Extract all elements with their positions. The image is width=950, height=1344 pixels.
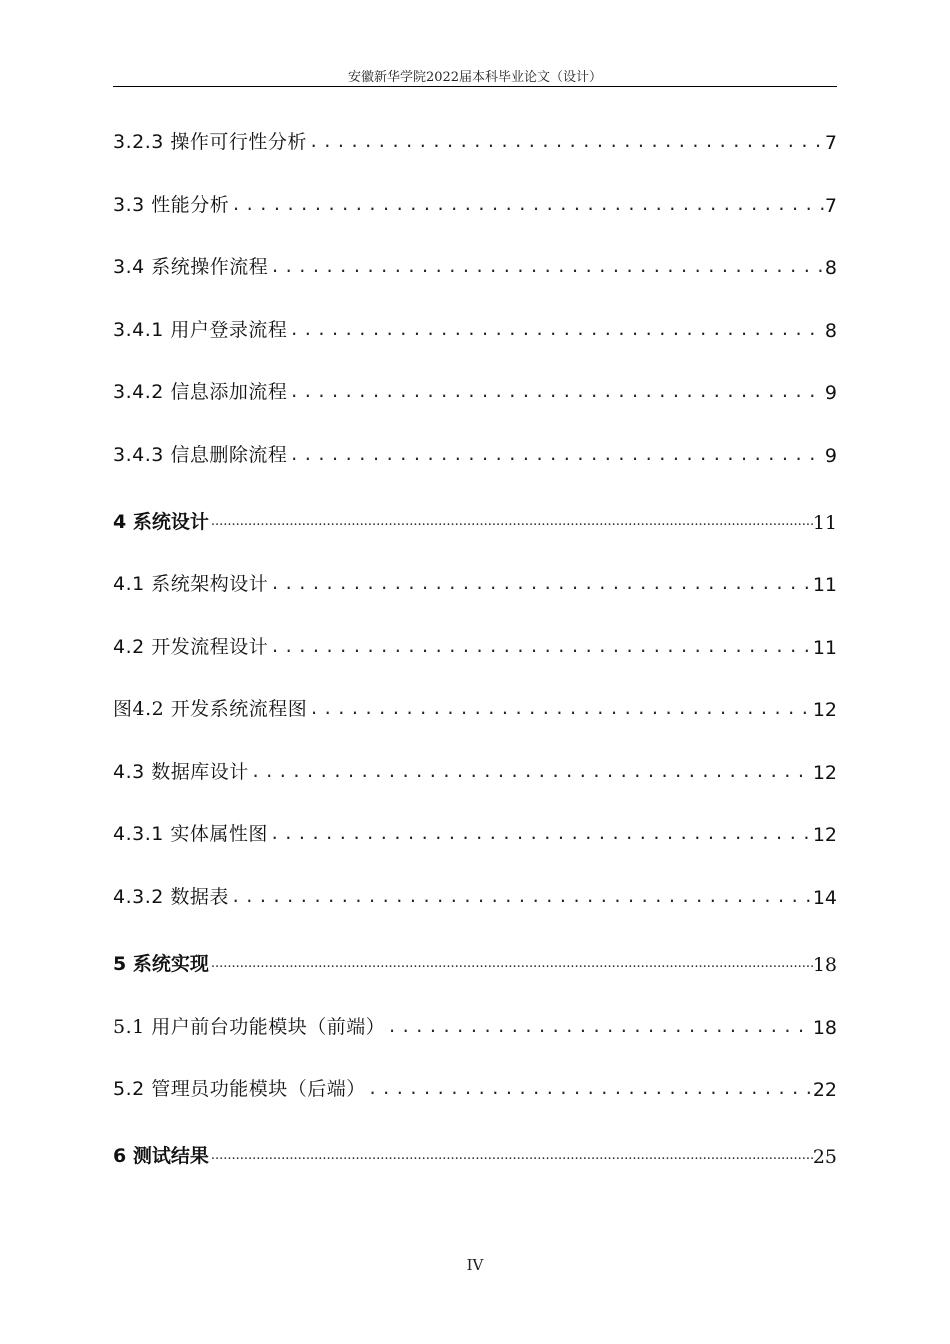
toc-chapter-entry[interactable]	[113, 504, 837, 534]
toc-entry[interactable]	[113, 816, 837, 846]
toc-leader	[229, 193, 825, 217]
toc-entry[interactable]	[113, 124, 837, 154]
toc-leader	[307, 130, 825, 154]
toc-entry-title: 图4.2 开发系统流程图	[113, 698, 308, 720]
toc-entry[interactable]	[113, 437, 837, 467]
toc-leader	[229, 885, 813, 909]
header-rule	[113, 86, 837, 87]
toc-entry-page: 9	[824, 445, 837, 467]
toc-entry-title: 4.3 数据库设计	[113, 761, 249, 783]
toc-entry-title: 3.4.1 用户登录流程	[113, 319, 288, 341]
toc-entry-page: 11	[812, 637, 837, 659]
toc-entry-page: 9	[824, 382, 837, 404]
toc-entry[interactable]	[113, 249, 837, 279]
toc-entry-page: 12	[812, 699, 837, 721]
toc-entry[interactable]	[113, 312, 837, 342]
toc-entry-page: 14	[812, 887, 837, 909]
toc-entry-title: 4.3.1 实体属性图	[113, 823, 268, 845]
toc-entry-page: 8	[824, 257, 837, 279]
toc-entry[interactable]	[113, 374, 837, 404]
toc-entry-title: 3.2.3 操作可行性分析	[113, 131, 307, 153]
toc-entry-title: 3.4.2 信息添加流程	[113, 381, 288, 403]
toc-entry-page: 25	[812, 1146, 837, 1168]
toc-entry-page: 7	[824, 195, 837, 217]
toc-entry[interactable]	[113, 1009, 837, 1039]
toc-entry-title: 6 测试结果	[113, 1145, 209, 1167]
toc-leader	[287, 443, 825, 467]
toc-leader	[249, 760, 813, 784]
toc-entry-title: 5.1 用户前台功能模块（前端）	[113, 1016, 386, 1038]
toc-entry-page: 7	[824, 132, 837, 154]
toc-leader	[209, 510, 813, 534]
toc-entry[interactable]	[113, 187, 837, 217]
toc-entry[interactable]	[113, 629, 837, 659]
toc-entry-page: 12	[812, 824, 837, 846]
toc-entry-title: 5.2 管理员功能模块（后端）	[113, 1078, 366, 1100]
toc-entry[interactable]	[113, 754, 837, 784]
toc-leader	[268, 822, 813, 846]
toc-entry-page: 22	[812, 1079, 837, 1101]
toc-leader	[268, 635, 813, 659]
toc-entry-page: 18	[812, 954, 837, 976]
toc-chapter-entry[interactable]	[113, 946, 837, 976]
toc-entry-title: 3.4.3 信息删除流程	[113, 444, 288, 466]
toc-leader	[307, 697, 813, 721]
toc-leader	[209, 1144, 813, 1168]
toc-entry-title: 4.2 开发流程设计	[113, 636, 269, 658]
toc-entry-title: 4.1 系统架构设计	[113, 573, 269, 595]
toc-entry-title: 5 系统实现	[113, 953, 209, 975]
toc-entry[interactable]	[113, 691, 837, 721]
toc-leader	[287, 318, 825, 342]
toc-entry-title: 3.4 系统操作流程	[113, 256, 269, 278]
page-header: 安徽新华学院2022届本科毕业论文（设计）	[347, 70, 603, 85]
page-number-footer: IV	[466, 1256, 484, 1274]
toc-entry-title: 4 系统设计	[113, 511, 209, 533]
toc-leader	[385, 1015, 813, 1039]
toc-entry-page: 11	[812, 574, 837, 596]
toc-entry-page: 8	[824, 320, 837, 342]
toc-entry-page: 18	[812, 1017, 837, 1039]
toc-entry-page: 11	[812, 512, 837, 534]
toc-entry[interactable]	[113, 1071, 837, 1101]
toc-leader	[268, 572, 813, 596]
toc-leader	[287, 380, 825, 404]
toc-chapter-entry[interactable]	[113, 1138, 837, 1168]
toc-entry[interactable]	[113, 879, 837, 909]
toc-entry[interactable]	[113, 566, 837, 596]
toc-leader	[209, 952, 813, 976]
toc-entry-title: 3.3 性能分析	[113, 194, 230, 216]
toc-leader	[268, 255, 825, 279]
toc-leader	[366, 1077, 813, 1101]
toc-entry-page: 12	[812, 762, 837, 784]
toc-entry-title: 4.3.2 数据表	[113, 886, 229, 908]
